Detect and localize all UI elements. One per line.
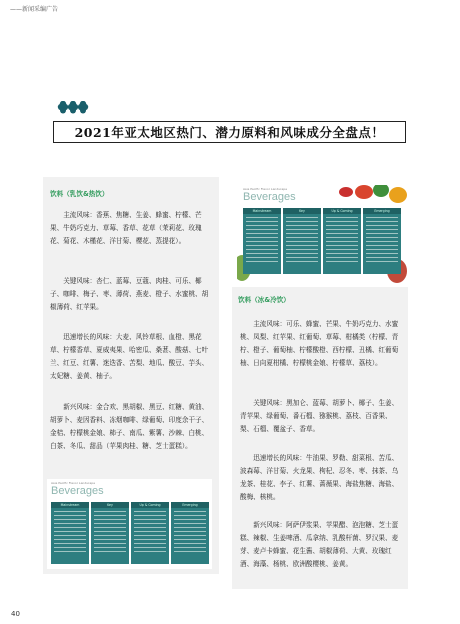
- infographic-column: [363, 208, 401, 274]
- column-header: Emerging: [363, 208, 401, 214]
- right-para-emerging: 新兴风味：阿萨伊浆果、苹果醋、泡泡糖、芝士蛋糕、辣椒、生姜啤酒、瓜拿纳、乳酸杆菌、罗汉果、麦芽、麦卢卡蜂蜜、花生酱、胡椒薄荷、大黄、玫瑰红酒、海藻、杨桃、欧洲酸樱桃、姜黄。: [240, 521, 399, 568]
- right-para-key: 关键风味：黑加仑、蓝莓、胡萝卜、椰子、生姜、青苹果、绿葡萄、番石榴、猕猴桃、荔枝、百香果、梨、石榴、覆盆子、香草。: [240, 399, 399, 433]
- page-number: 40: [11, 610, 20, 618]
- infographic-column: [323, 208, 361, 274]
- left-para-emerging: 新兴风味：金合欢、黑胡椒、黑豆、红糖、黄油、胡萝卜、麦因香料、冻烟咖啡、绿葡萄、印度余干子、金桔、柠檬桃金娘、柿子、南瓜、紫薯、沙棘、白桃、白茶、冬瓜、甜品（苹果肉桂、糖、芝士蛋糕）。: [50, 403, 209, 450]
- infographic-column: [243, 208, 281, 274]
- fruit-image: [373, 185, 389, 197]
- column-header: Key: [91, 502, 129, 508]
- column-header: Key: [283, 208, 321, 214]
- infographic-column: [91, 502, 129, 564]
- left-para-key: 关键风味：杏仁、蓝莓、豆蔻、肉桂、可乐、椰子、咖啡、梅子、枣、薄荷、燕麦、橙子、水蜜桃、胡椒薄荷、红苹果。: [50, 277, 209, 311]
- infographic-column: [171, 502, 209, 564]
- column-header: Mainstream: [51, 502, 89, 508]
- right-para-mainstream: 主流风味：可乐、蜂蜜、芒果、牛奶巧克力、水蜜桃、凤梨、红苹果、红葡萄、草莓、柑橘类（柠檬、青柠、橙子、葡萄柚、柠檬酸橙、西柠檬、丑橘、红葡萄柚、日向夏柑橘、柠檬桃金娘、柠檬草、荔枝）。: [240, 320, 399, 367]
- fruit-image: [355, 185, 373, 199]
- clover-icon: [56, 101, 90, 119]
- column-header: Up & Coming: [131, 502, 169, 508]
- page-title-text: 2021年亚太地区热门、潜力原料和风味成分全盘点！: [74, 125, 385, 140]
- column-header: Up & Coming: [323, 208, 361, 214]
- infographic-title: Beverages: [243, 191, 296, 203]
- infographic-column: [283, 208, 321, 274]
- beverages-infographic-left: [47, 479, 212, 569]
- beverages-infographic-right: [237, 185, 407, 283]
- column-header: Mainstream: [243, 208, 281, 214]
- infographic-head: Asia Pacific Flavor Landscape: [51, 481, 96, 485]
- header-label: ——新闻采编广告: [10, 6, 59, 13]
- right-para-growing: 迅速增长的风味：牛油果、罗勒、甜菜根、苦瓜、波森莓、洋甘菊、火龙果、枸杞、忍冬、枣、抹茶、乌龙茶、桂花、李子、红薯、蔷薇果、海盐焦糖、海盐、酸梅、核桃。: [240, 454, 399, 501]
- left-para-mainstream: 主流风味：香蕉、焦糖、生姜、蜂蜜、柠檬、芒果、牛奶巧克力、草莓、香草、花草（茉莉花、玫瑰花、菊花、木槿花、洋甘菊、樱花、蒸提花）。: [50, 211, 202, 245]
- column-header: Emerging: [171, 502, 209, 508]
- left-para-growing: 迅速增长的风味：大麦、风铃草根、血橙、黑花草、柠檬香草、夏威夷果、哈密瓜、桑葚、酸菇、七叶兰、红豆、红薯、迷迭香、苦梨、地瓜、酸豆、芋头、太妃糖、姜黄、柚子。: [50, 333, 209, 380]
- fruit-image: [389, 187, 407, 203]
- infographic-column: [131, 502, 169, 564]
- fruit-image: [339, 187, 353, 197]
- right-section-title: 饮料（冰&冷饮）: [238, 296, 290, 304]
- page-title: [53, 121, 406, 143]
- infographic-column: [51, 502, 89, 564]
- left-section-title: 饮料（乳饮&热饮）: [50, 190, 109, 198]
- infographic-title: Beverages: [51, 485, 104, 497]
- infographic-head: Asia Pacific Flavor Landscape: [243, 187, 288, 191]
